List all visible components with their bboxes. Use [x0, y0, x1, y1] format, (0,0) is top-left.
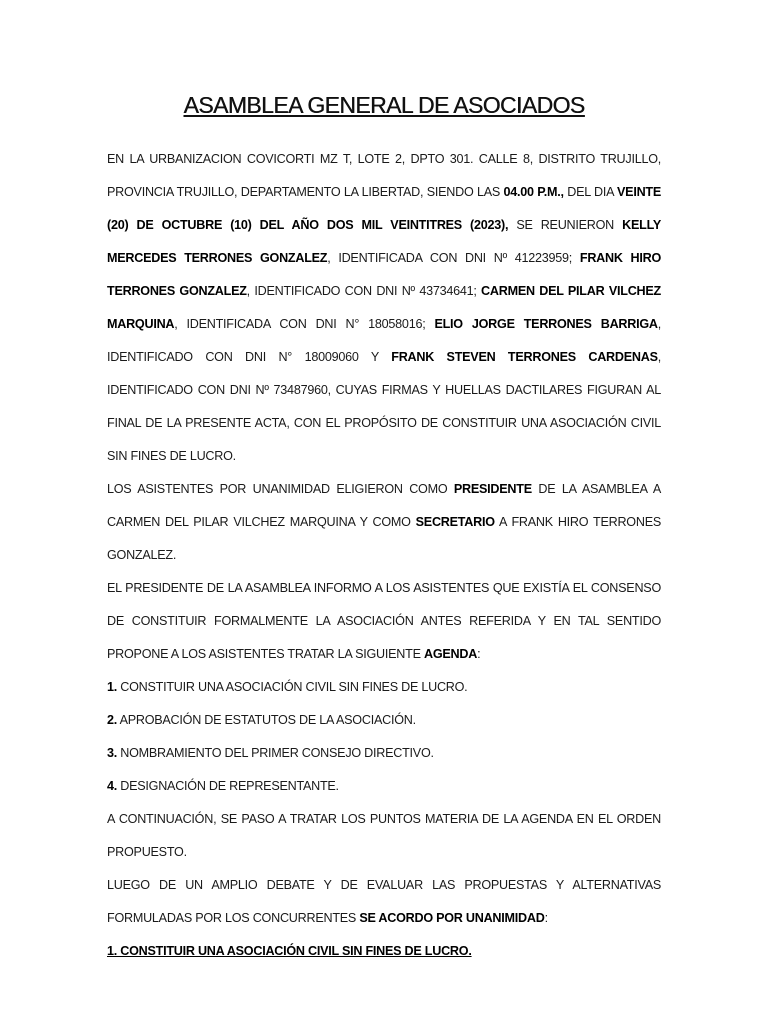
text-run: , IDENTIFICADO CON DNI Nº 73487960, CUYAS FIRMAS Y HUELLAS DACTILARES FIGURAN AL FINAL DE LA PRESENTE ACTA, CON EL PROPÓSITO DE CONSTITUIR UNA ASOCIACIÓN CIVIL SIN FINES DE LUCRO. [107, 350, 661, 463]
agenda-item-number: 1. [107, 680, 118, 694]
text-run: : [477, 647, 481, 661]
paragraph-meeting-opening [107, 143, 661, 473]
role-secretary: SECRETARIO [415, 515, 495, 529]
text-run: SE REUNIERON [508, 218, 623, 232]
text-run: , IDENTIFICADA CON DNI Nº 41223959; [327, 251, 580, 265]
agenda-item-number: 4. [107, 779, 118, 793]
unanimous-agreement: SE ACORDO POR UNANIMIDAD [359, 911, 545, 925]
agenda-item-text: CONSTITUIR UNA ASOCIACIÓN CIVIL SIN FINES DE LUCRO. [117, 680, 468, 694]
meeting-time: 04.00 P.M., [503, 185, 564, 199]
member-name: FRANK HIRO TERRONES GONZALEZ [107, 251, 662, 298]
text-run: , IDENTIFICADO CON DNI Nº 43734641; [246, 284, 482, 298]
text-run: LUEGO DE UN AMPLIO DEBATE Y DE EVALUAR LAS PROPUESTAS Y ALTERNATIVAS FORMULADAS POR LOS CONCURRENTES [107, 878, 661, 925]
text-run: , IDENTIFICADA CON DNI N° 18058016; [174, 317, 435, 331]
text-run: DE LA ASAMBLEA A CARMEN DEL PILAR VILCHEZ MARQUINA Y COMO [107, 482, 661, 529]
member-name: CARMEN DEL PILAR VILCHEZ MARQUINA [107, 284, 661, 331]
paragraph-agenda-proposal [107, 572, 661, 671]
agenda-item [107, 770, 661, 803]
member-name: KELLY MERCEDES TERRONES GONZALEZ [107, 218, 661, 265]
document-body [107, 143, 661, 968]
agenda-item-text: NOMBRAMIENTO DEL PRIMER CONSEJO DIRECTIVO. [117, 746, 434, 760]
section-heading-text: 1. CONSTITUIR UNA ASOCIACIÓN CIVIL SIN FINES DE LUCRO. [107, 944, 472, 958]
text-run: EN LA URBANIZACION COVICORTI MZ T, LOTE 2, DPTO 301. CALLE 8, DISTRITO TRUJILLO, PROVINCIA TRUJILLO, DEPARTAMENTO LA LIBERTAD, SIENDO LAS [107, 152, 661, 199]
agenda-item-number: 2. [107, 713, 118, 727]
section-heading [107, 935, 661, 968]
text-run: DEL DIA [563, 185, 618, 199]
agenda-item-number: 3. [107, 746, 118, 760]
paragraph-resolution [107, 869, 661, 935]
text-run: A FRANK HIRO TERRONES GONZALEZ. [107, 515, 661, 562]
document-title: ASAMBLEA GENERAL DE ASOCIADOS [183, 92, 585, 118]
meeting-date: VEINTE (20) DE OCTUBRE (10) DEL AÑO DOS MIL VEINTITRES (2023), [107, 185, 662, 232]
agenda-item [107, 737, 661, 770]
agenda-label: AGENDA [423, 647, 478, 661]
text-run: LOS ASISTENTES POR UNANIMIDAD ELIGIERON COMO [107, 482, 454, 496]
text-run: EL PRESIDENTE DE LA ASAMBLEA INFORMO A LOS ASISTENTES QUE EXISTÍA EL CONSENSO DE CONSTITUIR FORMALMENTE LA ASOCIACIÓN ANTES REFERIDA Y EN TAL SENTIDO PROPONE A LOS ASISTENTES TRATAR LA SIGUIENTE [107, 581, 661, 661]
paragraph-agenda-treatment: A CONTINUACIÓN, SE PASO A TRATAR LOS PUNTOS MATERIA DE LA AGENDA EN EL ORDEN PROPUESTO. [107, 812, 661, 859]
agenda-item-text: APROBACIÓN DE ESTATUTOS DE LA ASOCIACIÓN. [117, 713, 416, 727]
role-president: PRESIDENTE [453, 482, 532, 496]
agenda-item-text: DESIGNACIÓN DE REPRESENTANTE. [117, 779, 339, 793]
paragraph-officers-election [107, 473, 661, 572]
member-name: FRANK STEVEN TERRONES CARDENAS [391, 350, 658, 364]
agenda-item [107, 704, 661, 737]
text-run: : [544, 911, 548, 925]
member-name: ELIO JORGE TERRONES BARRIGA [434, 317, 658, 331]
agenda-item [107, 671, 661, 704]
text-run: , IDENTIFICADO CON DNI N° 18009060 Y [107, 317, 661, 364]
